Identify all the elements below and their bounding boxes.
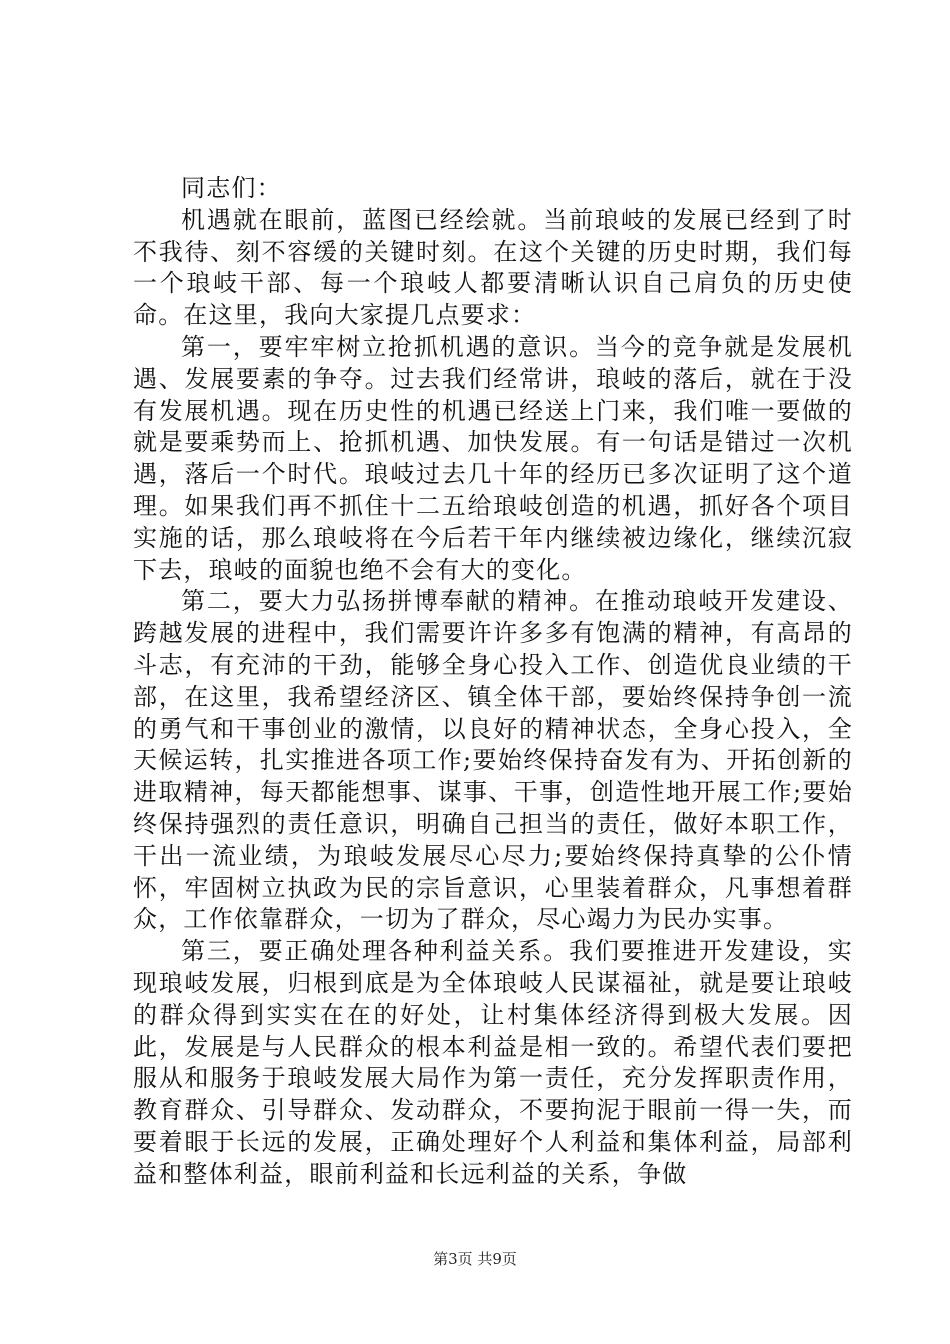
page-number-footer: 第3页 共9页 bbox=[433, 1250, 517, 1268]
document-body bbox=[133, 173, 853, 1191]
point-one-paragraph: 第一，要牢牢树立抢抓机遇的意识。当今的竞争就是发展机遇、发展要素的争夺。过去我们经常讲，琅岐的落后，就在于没有发展机遇。现在历史性的机遇已经送上门来，我们唯一要做的就是要乘势而上、抢抓机遇、加快发展。有一句话是错过一次机遇，落后一个时代。琅岐过去几十年的经历已多次证明了这个道理。如果我们再不抓住十二五给琅岐创造的机遇，抓好各个项目实施的话，那么琅岐将在今后若干年内继续被边缘化，继续沉寂下去，琅岐的面貌也绝不会有大的变化。 bbox=[133, 332, 853, 584]
intro-paragraph: 机遇就在眼前，蓝图已经绘就。当前琅岐的发展已经到了时不我待、刻不容缓的关键时刻。在这个关键的历史时期，我们每一个琅岐干部、每一个琅岐人都要清晰认识自己肩负的历史使命。在这里，我向大家提几点要求： bbox=[133, 205, 853, 330]
point-two-paragraph: 第二，要大力弘扬拼博奉献的精神。在推动琅岐开发建设、跨越发展的进程中，我们需要许许多多有饱满的精神，有高昂的斗志，有充沛的干劲，能够全身心投入工作、创造优良业绩的干部，在这里，我希望经济区、镇全体干部，要始终保持争创一流的勇气和干事创业的激情，以良好的精神状态，全身心投入，全天候运转，扎实推进各项工作;要始终保持奋发有为、开拓创新的进取精神，每天都能想事、谋事、干事，创造性地开展工作;要始终保持强烈的责任意识，明确自己担当的责任，做好本职工作，干出一流业绩，为琅岐发展尽心尽力;要始终保持真挚的公仆情怀，牢固树立执政为民的宗旨意识，心里装着群众，凡事想着群众，工作依靠群众，一切为了群众，尽心竭力为民办实事。 bbox=[133, 587, 853, 934]
salutation-paragraph: 同志们： bbox=[181, 174, 282, 202]
point-three-paragraph: 第三，要正确处理各种利益关系。我们要推进开发建设，实现琅岐发展，归根到底是为全体琅岐人民谋福祉，就是要让琅岐的群众得到实实在在的好处，让村集体经济得到极大发展。因此，发展是与人民群众的根本利益是相一致的。希望代表们要把服从和服务于琅岐发展大局作为第一责任，充分发挥职责作用，教育群众、引导群众、发动群众，不要拘泥于眼前一得一失，而要着眼于长远的发展，正确处理好个人利益和集体利益，局部利益和整体利益，眼前利益和长远利益的关系，争做 bbox=[133, 937, 853, 1188]
